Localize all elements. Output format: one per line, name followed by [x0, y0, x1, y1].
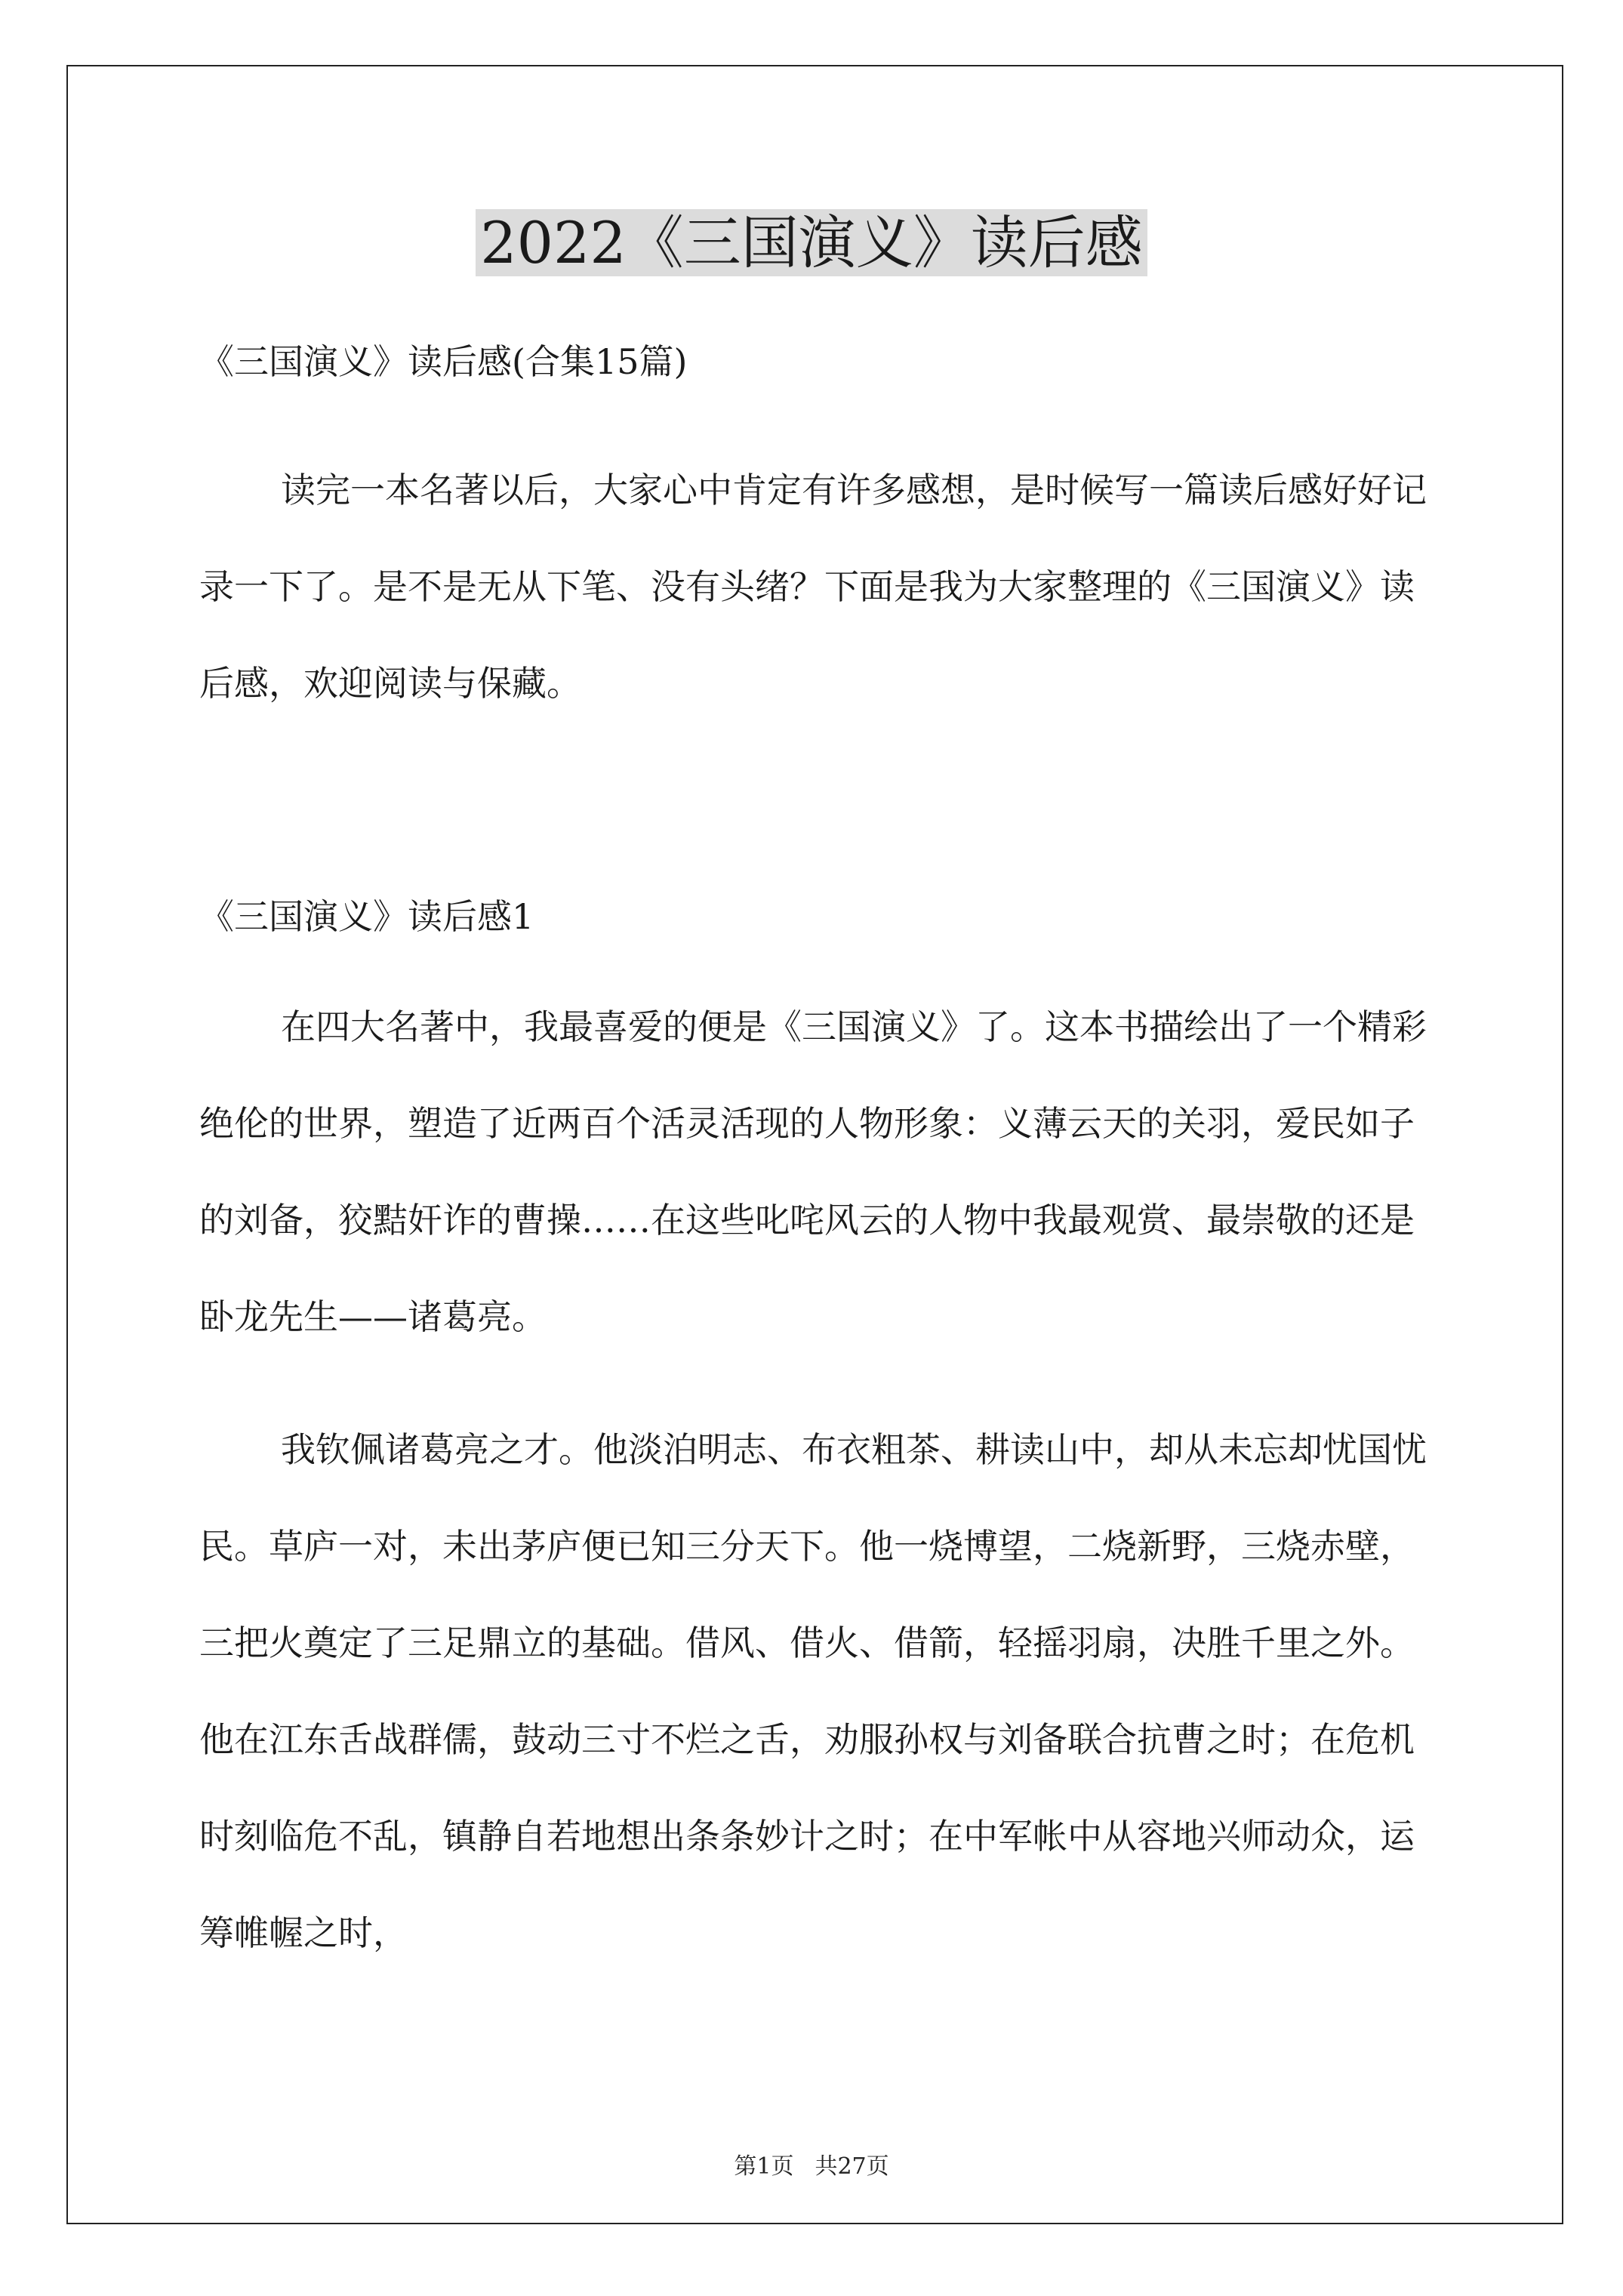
section-heading: 《三国演义》读后感1 — [199, 896, 534, 937]
page-total: 共27页 — [815, 2153, 889, 2180]
body-paragraph-2: 我钦佩诸葛亮之才。他淡泊明志、布衣粗茶、耕读山中，却从未忘却忧国忧民。草庐一对，未出茅庐便已知三分天下。他一烧博望，二烧新野，三烧赤壁，三把火奠定了三足鼎立的基础。借风、借火、借箭，轻摇羽扇，决胜千里之外。他在江东舌战群儒，鼓动三寸不烂之舌，劝服孙权与刘备联合抗曹之时；在危机时刻临危不乱，镇静自若地想出条条妙计之时；在中军帐中从容地兴师动众，运筹帷幄之时， — [199, 1429, 1427, 1953]
document-title-text: 2022《三国演义》读后感 — [476, 209, 1147, 276]
document-subtitle: 《三国演义》读后感(合集15篇) — [199, 341, 688, 382]
page-footer — [0, 2152, 1623, 2182]
intro-paragraph: 读完一本名著以后，大家心中肯定有许多感想，是时候写一篇读后感好好记录一下了。是不是无从下笔、没有头绪？下面是我为大家整理的《三国演义》读后感，欢迎阅读与保藏。 — [199, 470, 1427, 704]
document-title — [0, 205, 1623, 281]
page-number: 第1页 — [734, 2153, 794, 2180]
body-paragraph-1: 在四大名著中，我最喜爱的便是《三国演义》了。这本书描绘出了一个精彩绝伦的世界，塑造了近两百个活灵活现的人物形象：义薄云天的关羽，爱民如子的刘备，狡黠奸诈的曹操……在这些叱咤风云的人物中我最观赏、最崇敬的还是卧龙先生——诸葛亮。 — [199, 1006, 1427, 1337]
